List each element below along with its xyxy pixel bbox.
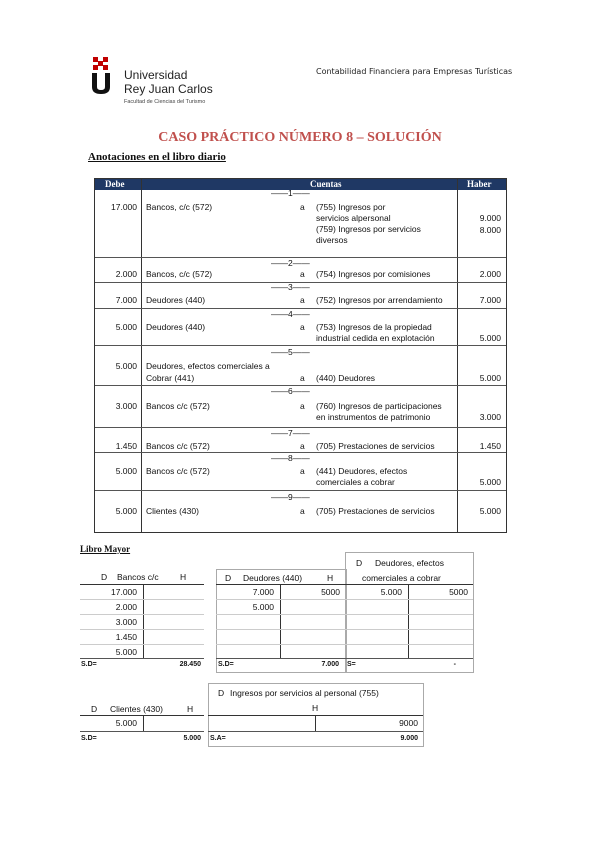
bancos-d: D: [101, 572, 108, 582]
haber-amount: 5.000: [479, 373, 501, 383]
debe-amount: 5.000: [115, 361, 137, 371]
deudores-h: H: [327, 573, 334, 583]
efectos-s-value: -: [453, 661, 456, 668]
debit-account: Deudores (440): [146, 295, 206, 305]
entry-divider: [95, 490, 506, 491]
a-connector: a: [300, 269, 305, 279]
credit-account: (752) Ingresos por arrendamiento: [316, 295, 443, 305]
entry-separator: ——8——: [271, 453, 310, 463]
ingresos-name: Ingresos por servicios al personal (755): [230, 688, 379, 698]
entry-separator: ——9——: [271, 492, 310, 502]
debit-account: Bancos, c/c (572): [146, 202, 213, 212]
debe-amount: 17.000: [111, 202, 137, 212]
credit-account: (753) Ingresos de la propiedad: [316, 322, 432, 332]
efectos-name-1: Deudores, efectos: [375, 558, 444, 568]
credit-account: en instrumentos de patrimonio: [316, 412, 431, 422]
header-haber: Haber: [467, 179, 492, 189]
header-debe: Debe: [105, 179, 125, 189]
ingresos-sa-value: 9.000: [400, 735, 418, 742]
entry-separator: ——4——: [271, 309, 310, 319]
debit-account: Bancos, c/c (572): [146, 269, 213, 279]
debit-account: Deudores (440): [146, 322, 206, 332]
header-cuentas: Cuentas: [310, 179, 342, 189]
efectos-d: D: [356, 558, 363, 568]
credit-account: servicios alpersonal: [316, 213, 391, 223]
haber-amount: 8.000: [479, 225, 501, 235]
a-connector: a: [300, 202, 305, 212]
bancos-debit: 1.450: [115, 632, 137, 642]
university-name: Universidad Rey Juan Carlos: [124, 68, 213, 96]
ingresos-h: H: [312, 703, 319, 713]
debit-account: Deudores, efectos comerciales a: [146, 361, 270, 371]
university-logo: [90, 57, 112, 95]
section-title: Anotaciones en el libro diario: [88, 151, 226, 163]
entry-separator: ——5——: [271, 347, 310, 357]
credit-account: (705) Prestaciones de servicios: [316, 506, 435, 516]
bancos-debit: 2.000: [115, 602, 137, 612]
clientes-name: Clientes (430): [110, 704, 163, 714]
haber-amount: 1.450: [479, 441, 501, 451]
bancos-debit: 5.000: [115, 647, 137, 657]
bancos-debit: 17.000: [111, 587, 137, 597]
clientes-sd-label: S.D=: [81, 735, 97, 742]
bancos-h: H: [180, 572, 187, 582]
efectos-s-label: S=: [347, 661, 356, 668]
credit-account: (759) Ingresos por servicios: [316, 224, 421, 234]
credit-account: (755) Ingresos por: [316, 202, 386, 212]
deudores-debit: 5.000: [252, 602, 274, 612]
haber-amount: 7.000: [479, 295, 501, 305]
haber-amount: 9.000: [479, 213, 501, 223]
ingresos-sa-label: S.A=: [210, 735, 226, 742]
deudores-name: Deudores (440): [243, 573, 303, 583]
a-connector: a: [300, 295, 305, 305]
clientes-d: D: [91, 704, 98, 714]
efectos-name-2: comerciales a cobrar: [362, 573, 441, 583]
debe-amount: 5.000: [115, 506, 137, 516]
deudores-debit: 7.000: [252, 587, 274, 597]
deudores-sd-value: 7.000: [321, 661, 339, 668]
entry-separator: ——7——: [271, 428, 310, 438]
journal-table: [94, 178, 507, 533]
clientes-h: H: [187, 704, 194, 714]
debe-amount: 2.000: [115, 269, 137, 279]
haber-amount: 2.000: [479, 269, 501, 279]
credit-account: comerciales a cobrar: [316, 477, 395, 487]
efectos-debit: 5.000: [380, 587, 402, 597]
debe-amount: 5.000: [115, 466, 137, 476]
clientes-sd-value: 5.000: [183, 735, 201, 742]
deudores-sd-label: S.D=: [218, 661, 234, 668]
credit-account: (760) Ingresos de participaciones: [316, 401, 442, 411]
bancos-sd-label: S.D=: [81, 661, 97, 668]
a-connector: a: [300, 401, 305, 411]
credit-account: (705) Prestaciones de servicios: [316, 441, 435, 451]
credit-account: diversos: [316, 235, 348, 245]
debit-account: Bancos c/c (572): [146, 401, 210, 411]
bancos-name: Bancos c/c: [117, 572, 159, 582]
credit-account: (441) Deudores, efectos: [316, 466, 408, 476]
debit-account: Clientes (430): [146, 506, 199, 516]
debe-amount: 5.000: [115, 322, 137, 332]
debit-account: Cobrar (441): [146, 373, 195, 383]
entry-separator: ——1——: [271, 188, 310, 198]
ledger-title: Libro Mayor: [80, 544, 131, 554]
faculty-name: Facultad de Ciencias del Turismo: [124, 99, 206, 105]
a-connector: a: [300, 441, 305, 451]
course-title: Contabilidad Financiera para Empresas Turísticas: [316, 67, 513, 76]
entry-separator: ——6——: [271, 386, 310, 396]
bancos-debit: 3.000: [115, 617, 137, 627]
a-connector: a: [300, 322, 305, 332]
entry-separator: ——2——: [271, 258, 310, 268]
credit-account: (440) Deudores: [316, 373, 376, 383]
debe-amount: 3.000: [115, 401, 137, 411]
haber-amount: 5.000: [479, 477, 501, 487]
haber-amount: 3.000: [479, 412, 501, 422]
deudores-d: D: [225, 573, 232, 583]
entry-separator: ——3——: [271, 282, 310, 292]
debe-amount: 7.000: [115, 295, 137, 305]
a-connector: a: [300, 373, 305, 383]
debe-amount: 1.450: [115, 441, 137, 451]
entry-divider: [95, 345, 506, 346]
deudores-credit: 5000: [321, 587, 340, 597]
haber-amount: 5.000: [479, 333, 501, 343]
efectos-credit: 5000: [449, 587, 468, 597]
clientes-debit: 5.000: [115, 718, 137, 728]
a-connector: a: [300, 466, 305, 476]
debit-account: Bancos c/c (572): [146, 441, 210, 451]
haber-amount: 5.000: [479, 506, 501, 516]
a-connector: a: [300, 506, 305, 516]
bancos-sd-value: 28.450: [179, 661, 201, 668]
ingresos-d: D: [218, 688, 225, 698]
credit-account: industrial cedida en explotación: [316, 333, 435, 343]
debit-account: Bancos c/c (572): [146, 466, 210, 476]
page-title: CASO PRÁCTICO NÚMERO 8 – SOLUCIÓN: [158, 130, 442, 145]
credit-account: (754) Ingresos por comisiones: [316, 269, 431, 279]
ingresos-credit: 9000: [399, 718, 418, 728]
